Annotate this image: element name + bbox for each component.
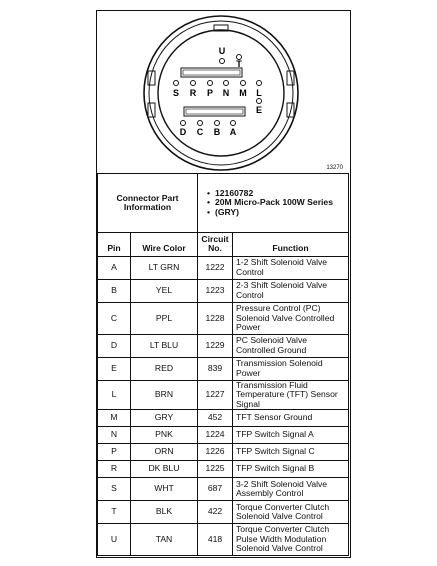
header-circuit-no: Circuit No.	[198, 233, 233, 257]
connector-color: • (GRY)	[207, 208, 345, 217]
cell-function: 1-2 Shift Solenoid Valve Control	[233, 256, 349, 279]
cell-circuit-no: 1224	[198, 427, 233, 444]
cell-pin: D	[98, 334, 131, 357]
cell-function: PC Solenoid Valve Controlled Ground	[233, 334, 349, 357]
pin-label-a: A	[229, 127, 237, 137]
connector-pinout-table	[97, 173, 349, 556]
cell-wire-color: PPL	[131, 302, 198, 334]
pin-label-c: C	[196, 127, 204, 137]
connector-document	[96, 10, 351, 558]
table-row	[98, 524, 349, 556]
cell-wire-color: DK BLU	[131, 461, 198, 478]
cell-wire-color: YEL	[131, 279, 198, 302]
cell-circuit-no: 687	[198, 478, 233, 501]
pin-label-r: R	[189, 88, 197, 98]
cell-circuit-no: 418	[198, 524, 233, 556]
cell-circuit-no: 1225	[198, 461, 233, 478]
pin-label-s: S	[172, 88, 180, 98]
cell-pin: P	[98, 444, 131, 461]
cell-function: TFP Switch Signal B	[233, 461, 349, 478]
cell-circuit-no: 1227	[198, 380, 233, 409]
table-row	[98, 357, 349, 380]
figure-number: 13270	[326, 165, 343, 171]
cell-circuit-no: 839	[198, 357, 233, 380]
table-row	[98, 478, 349, 501]
cell-wire-color: BLK	[131, 501, 198, 524]
header-function: Function	[233, 233, 349, 257]
cell-wire-color: TAN	[131, 524, 198, 556]
cell-pin: T	[98, 501, 131, 524]
cell-wire-color: BRN	[131, 380, 198, 409]
cell-function: Torque Converter Clutch Pulse Width Modulation Solenoid Valve Control	[233, 524, 349, 556]
connector-series: • 20M Micro-Pack 100W Series	[207, 198, 345, 207]
cell-circuit-no: 1228	[198, 302, 233, 334]
cell-wire-color: PNK	[131, 427, 198, 444]
cell-circuit-no: 422	[198, 501, 233, 524]
cell-pin: N	[98, 427, 131, 444]
pin-label-t: T	[236, 59, 242, 69]
pin-label-l: L	[256, 88, 262, 98]
header-pin: Pin	[98, 233, 131, 257]
cell-function: TFT Sensor Ground	[233, 410, 349, 427]
pin-label-d: D	[179, 127, 187, 137]
table-row	[98, 410, 349, 427]
cell-circuit-no: 1229	[198, 334, 233, 357]
pin-label-p: P	[206, 88, 214, 98]
cell-function: Transmission Fluid Temperature (TFT) Sensor Signal	[233, 380, 349, 409]
table-row	[98, 427, 349, 444]
cell-wire-color: LT BLU	[131, 334, 198, 357]
cell-function: TFP Switch Signal A	[233, 427, 349, 444]
cell-function: TFP Switch Signal C	[233, 444, 349, 461]
cell-circuit-no: 1226	[198, 444, 233, 461]
cell-function: 3-2 Shift Solenoid Valve Assembly Control	[233, 478, 349, 501]
cell-wire-color: GRY	[131, 410, 198, 427]
pin-label-u: U	[218, 46, 226, 56]
table-header-row	[98, 233, 349, 257]
cell-pin: A	[98, 256, 131, 279]
cell-pin: M	[98, 410, 131, 427]
cell-function: 2-3 Shift Solenoid Valve Control	[233, 279, 349, 302]
cell-pin: R	[98, 461, 131, 478]
pin-label-e: E	[255, 105, 263, 115]
cell-circuit-no: 452	[198, 410, 233, 427]
cell-wire-color: LT GRN	[131, 256, 198, 279]
cell-function: Pressure Control (PC) Solenoid Valve Controlled Power	[233, 302, 349, 334]
header-wire-color: Wire Color	[131, 233, 198, 257]
pin-label-n: N	[222, 88, 230, 98]
connector-info-label: Connector Part Information	[98, 174, 198, 233]
pin-label-m: M	[239, 88, 247, 98]
table-row	[98, 279, 349, 302]
table-row	[98, 256, 349, 279]
table-row	[98, 334, 349, 357]
table-row	[98, 444, 349, 461]
table-row	[98, 501, 349, 524]
cell-function: Transmission Solenoid Power	[233, 357, 349, 380]
cell-pin: E	[98, 357, 131, 380]
cell-circuit-no: 1223	[198, 279, 233, 302]
table-row	[98, 380, 349, 409]
cell-pin: B	[98, 279, 131, 302]
cell-wire-color: RED	[131, 357, 198, 380]
cell-pin: C	[98, 302, 131, 334]
table-row	[98, 461, 349, 478]
cell-wire-color: WHT	[131, 478, 198, 501]
connector-info-values	[198, 174, 349, 233]
connector-face-drawing	[97, 11, 349, 171]
cell-circuit-no: 1222	[198, 256, 233, 279]
cell-pin: U	[98, 524, 131, 556]
connector-info-row	[98, 174, 349, 233]
cell-wire-color: ORN	[131, 444, 198, 461]
connector-diagram	[97, 11, 349, 174]
table-row	[98, 302, 349, 334]
cell-pin: L	[98, 380, 131, 409]
cell-function: Torque Converter Clutch Solenoid Valve Control	[233, 501, 349, 524]
connector-part-number: • 12160782	[207, 189, 345, 198]
pin-label-b: B	[213, 127, 221, 137]
cell-pin: S	[98, 478, 131, 501]
